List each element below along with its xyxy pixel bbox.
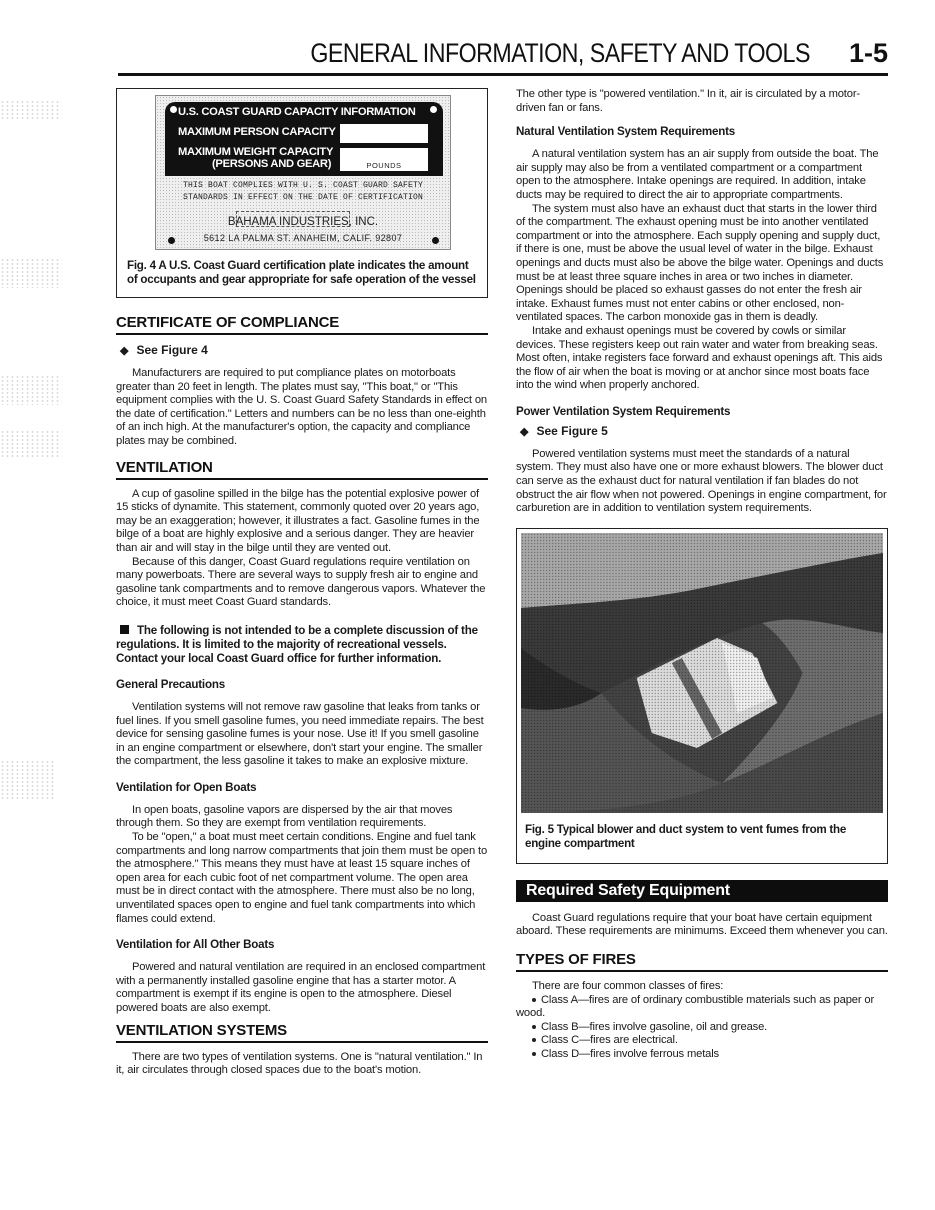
ventilation-paragraph-2: Because of this danger, Coast Guard regulations require ventilation on many powerboats. There are several ways to supply fresh air to engine and gasoline tank compartments and to remove dangerous vapors. Whatever the choice, it must meet Coast Guard standards. — [116, 555, 486, 609]
plate-address: 5612 LA PALMA ST. ANAHEIM, CALIF. 92807 — [203, 233, 403, 243]
plate-weight-capacity: MAXIMUM WEIGHT CAPACITY — [178, 146, 334, 158]
plate-person-capacity: MAXIMUM PERSON CAPACITY — [178, 126, 336, 138]
power-ventilation-paragraph: Powered ventilation systems must meet the standards of a natural system. They must also have one or more exhaust blowers. The blower duct can serve as the exhaust duct for natural ventilation if fan blades do not obstruct the air flow when not powered. Openings in engine compartment, for carburetion are in addition to ventilation system requirements. — [516, 447, 887, 515]
plate-rivet-icon — [170, 106, 177, 113]
bullet-dot-icon — [532, 1025, 536, 1029]
fire-class-c: Class C—fires are electrical. — [541, 1034, 678, 1047]
figure-5-caption: Fig. 5 Typical blower and duct system to vent fumes from the engine compartment — [525, 822, 847, 850]
list-item — [516, 1048, 888, 1062]
open-boats-paragraph-2: To be "open," a boat must meet certain conditions. Engine and fuel tank compartments and long narrow compartments that join them must be open to the atmosphere." This means they must have at least 15 square inches of open area for each cubic foot of net compartment volume. The open area must be in direct contact with the atmosphere. There must also be no long, unventilated spaces open to engine and fuel tank compartments into which flames could extend. — [116, 831, 488, 925]
scan-artifact — [0, 375, 62, 405]
general-precautions-paragraph: Ventilation systems will not remove raw gasoline that leaks from tanks or fuel lines. If you smell gasoline fumes, you need immediate repairs. The best device for sensing gasoline fumes is your nose. Use it! If you smell gasoline in an engine compartment or elsewhere, don't start your engine. The smaller the compartment, the less gasoline it takes to make an explosive mixture. — [116, 700, 484, 768]
bullet-dot-icon — [532, 1038, 536, 1042]
blower-duct-photo — [521, 533, 883, 813]
plate-compliance-line2: STANDARDS IN EFFECT ON THE DATE OF CERTIFICATION — [182, 193, 424, 202]
person-capacity-box — [340, 124, 428, 143]
heading-types-of-fires: TYPES OF FIRES — [516, 951, 888, 972]
scan-artifact — [0, 430, 62, 458]
see-figure-5-label: See Figure 5 — [536, 423, 608, 438]
weight-capacity-box — [340, 148, 428, 171]
certificate-paragraph: Manufacturers are required to put compliance plates on motorboats greater than 20 feet in length. The plates must say, "This boat," or "This equipment complies with the U. S. Coast Guard Safety Standards in effect on the date of certification." Letters and numbers can be no less than one-eighth of an inch high. At the manufacturer's option, the capacity and compliance plates may be combined. — [116, 367, 487, 447]
fire-classes-list — [516, 994, 888, 1062]
square-bullet-icon — [120, 625, 129, 634]
see-figure-5-link[interactable] — [520, 424, 888, 438]
list-item — [516, 1021, 888, 1035]
right-column — [516, 88, 888, 1062]
see-figure-4-link[interactable] — [120, 343, 488, 357]
other-boats-paragraph: Powered and natural ventilation are required in an enclosed compartment with a permanently installed gasoline engine that has a starter motor. A compartment is exempt if its engine is open to the atmosphere. Diesel powered boats are also exempt. — [116, 961, 486, 1014]
page-header — [118, 36, 888, 76]
fire-class-b: Class B—fires involve gasoline, oil and grease. — [541, 1020, 768, 1033]
figure-4-caption: Fig. 4 A U.S. Coast Guard certification plate indicates the amount of occupants and gear appropriate for safe operation of the vessel — [127, 259, 476, 286]
natural-paragraph-2: The system must also have an exhaust duct that starts in the lower third of the compartment. The exhaust opening must be into another ventilated compartment or into the atmosphere. Each supply opening and supply duct, if there is one, must be above the usual level of water in the bilge. Exhaust openings and ducts must also be above the bilge water. Openings and ducts must be at least three square inches in area or two inches in diameter. Openings should be placed so exhaust gasses do not enter the fresh air intake. Exhaust fumes must not enter cabins or other enclosed, non-ventilated spaces. The carbon monoxide gas in them is deadly. — [516, 202, 884, 324]
fire-class-a: Class A—fires are of ordinary combustible materials such as paper or wood. — [516, 993, 875, 1020]
pounds-label: POUNDS — [366, 161, 402, 170]
heading-ventilation: VENTILATION — [116, 459, 488, 480]
capacity-plate-image — [155, 95, 451, 250]
scan-artifact — [0, 760, 55, 800]
ventilation-paragraph-1: A cup of gasoline spilled in the bilge has the potential explosive power of 15 sticks of dynamite. This statement, commonly quoted over 20 years ago, may be an exaggeration; however, it illustrates a fact. Gasoline fumes in the bilge of a boat are highly explosive and a serious danger. They are heavier than air and will stay in the bilge until they are vented out. — [116, 487, 480, 554]
plate-title: U.S. COAST GUARD CAPACITY INFORMATION — [178, 106, 416, 118]
plate-compliance-line1: THIS BOAT COMPLIES WITH U. S. COAST GUARD SAFETY — [182, 181, 424, 190]
list-item — [516, 994, 888, 1021]
blower-duct-photo-graphic — [521, 533, 883, 813]
page-title: GENERAL INFORMATION, SAFETY AND TOOLS — [310, 38, 810, 68]
figure-5 — [516, 528, 888, 864]
heading-ventilation-systems: VENTILATION SYSTEMS — [116, 1022, 488, 1043]
natural-paragraph-3: Intake and exhaust openings must be covered by cowls or similar devices. These registers keep out rain water and water from breaking seas. Most often, intake registers face forward and exhaust openings aft. This aids the flow of air when the boat is moving or at anchor since most boats face into the wind when properly anchored. — [516, 324, 883, 392]
heading-natural-ventilation: Natural Ventilation System Requirements — [516, 125, 735, 139]
plate-rivet-icon — [430, 106, 437, 113]
powered-ventilation-intro: The other type is "powered ventilation." In it, air is circulated by a motor-driven fan or fans. — [516, 88, 860, 114]
fire-class-d: Class D—fires involve ferrous metals — [541, 1048, 720, 1060]
heading-power-ventilation: Power Ventilation System Requirements — [516, 404, 731, 418]
fires-intro: There are four common classes of fires: — [532, 980, 724, 993]
left-column — [116, 88, 488, 1078]
regulations-note — [116, 624, 488, 666]
figure-4 — [116, 88, 488, 298]
diamond-bullet-icon: ◆ — [120, 345, 129, 357]
heading-open-boats: Ventilation for Open Boats — [116, 780, 257, 794]
scan-artifact — [0, 258, 62, 288]
see-figure-4-label: See Figure 4 — [136, 343, 208, 357]
heading-general-precautions: General Precautions — [116, 677, 225, 691]
scan-artifact — [0, 100, 62, 120]
bullet-dot-icon — [532, 1052, 536, 1056]
regulations-note-text: The following is not intended to be a complete discussion of the regulations. It is limited to the majority of recreational vessels. Contact your local Coast Guard office for further information. — [116, 623, 478, 665]
bullet-dot-icon — [532, 998, 536, 1002]
safety-equipment-paragraph: Coast Guard regulations require that your boat have certain equipment aboard. These requirements are minimums. Exceed them whenever you can. — [516, 911, 888, 938]
natural-paragraph-1: A natural ventilation system has an air supply from outside the boat. The air supply may also be from a ventilated compartment or a compartment open to the atmosphere. Intake openings are required. In addition, intake ducts may be required to direct the air to appropriate compartments. — [516, 148, 879, 201]
page-number: 1-5 — [848, 38, 888, 68]
heading-other-boats: Ventilation for All Other Boats — [116, 938, 275, 952]
list-item — [516, 1034, 888, 1048]
open-boats-paragraph-1: In open boats, gasoline vapors are dispersed by the air that moves through them. So they are exempt from ventilation requirements. — [116, 803, 453, 830]
plate-persons-gear: (PERSONS AND GEAR) — [212, 158, 332, 170]
plate-manufacturer: BAHAMA INDUSTRIES, INC. — [227, 216, 379, 228]
diamond-bullet-icon: ◆ — [520, 425, 529, 438]
heading-certificate-of-compliance: CERTIFICATE OF COMPLIANCE — [116, 314, 488, 335]
required-safety-equipment-banner: Required Safety Equipment — [516, 880, 888, 902]
ventilation-systems-paragraph: There are two types of ventilation systems. One is "natural ventilation." In it, air circulates through closed spaces due to the boat's motion. — [116, 1050, 483, 1077]
